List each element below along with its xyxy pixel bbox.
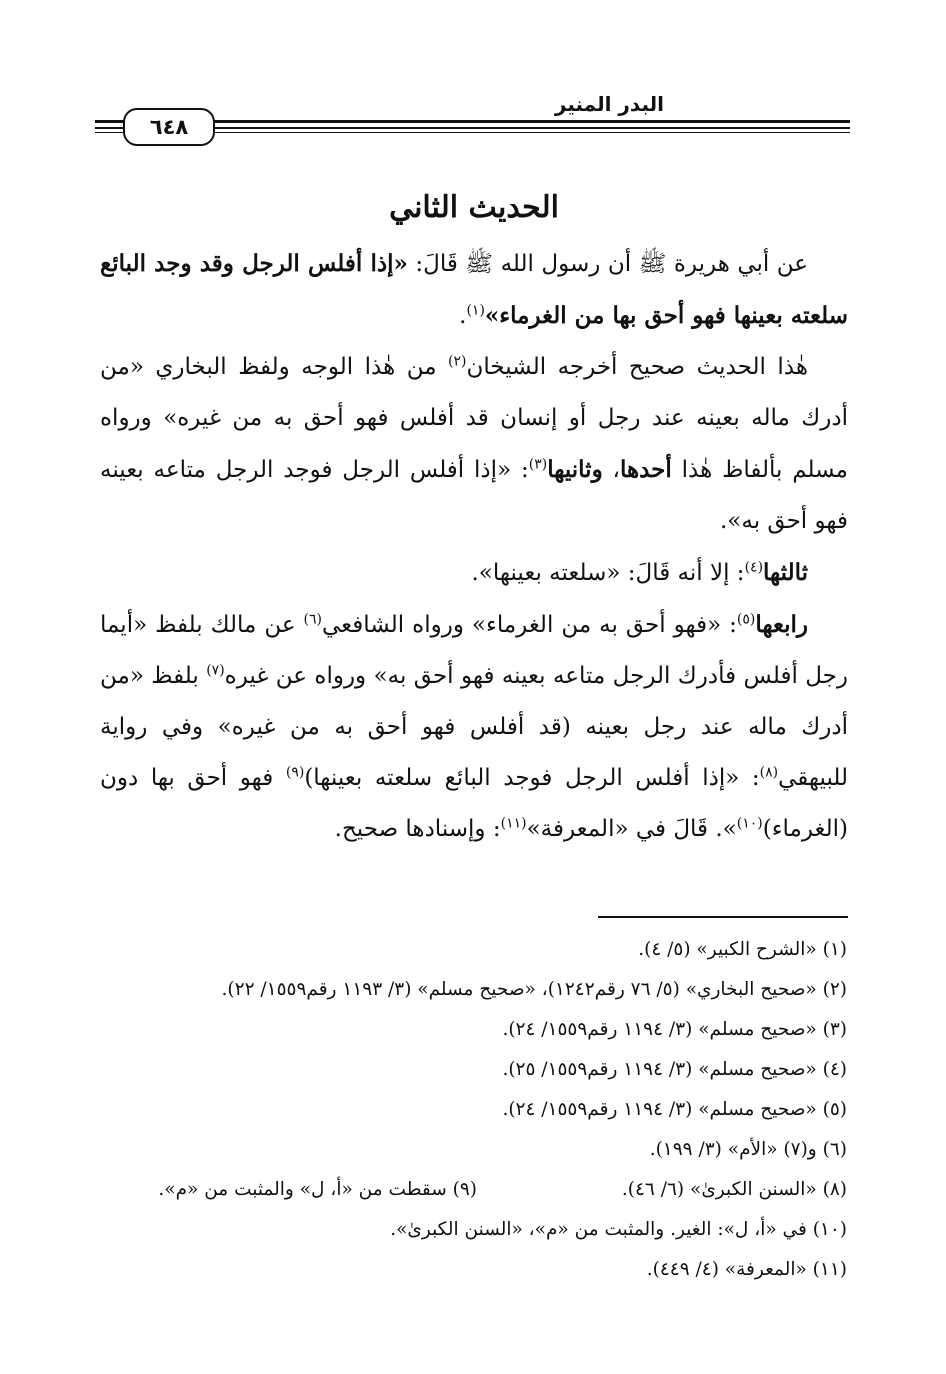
- footnote-row: [95, 1170, 847, 1210]
- section-title: الحديث الثاني: [389, 190, 559, 225]
- footnote-ref: (١): [466, 302, 485, 319]
- footnote-separator: [598, 916, 848, 918]
- footnote: (٨) «السنن الكبرىٰ» (٦/ ٤٦).: [621, 1179, 847, 1200]
- footnote: (٣) «صحيح مسلم» (٣/ ١١٩٤ رقم١٥٥٩/ ٢٤).: [502, 1019, 847, 1040]
- footnote-ref: (١١): [500, 815, 527, 832]
- footnote-ref: (١٠): [736, 815, 763, 832]
- footnote: (٩) سقطت من «أ، ل» والمثبت من «م».: [158, 1179, 477, 1200]
- footnote-ref: (٣): [528, 456, 548, 473]
- footnote-ref: (٢): [448, 353, 467, 370]
- text-bold: رابعها: [755, 611, 808, 638]
- footnote: (٥) «صحيح مسلم» (٣/ ١١٩٤ رقم١٥٥٩/ ٢٤).: [502, 1099, 847, 1120]
- text-run: : إلا أنه قَالَ: «سلعته بعينها».: [471, 560, 745, 586]
- main-text: [100, 180, 848, 855]
- footnote-ref: (٤): [744, 559, 764, 576]
- paragraph-fourth: [100, 599, 848, 855]
- footnote: (١٠) في «أ، ل»: الغير. والمثبت من «م»، «السنن الكبرىٰ».: [390, 1219, 847, 1240]
- text-run: هٰذا الحديث صحيح أخرجه الشيخان: [466, 354, 808, 380]
- footnote: (١١) «المعرفة» (٤/ ٤٤٩).: [646, 1259, 847, 1280]
- paragraph-hadith: [100, 238, 848, 342]
- footnote-ref: (٦): [303, 611, 323, 628]
- header-rule-stub: [95, 120, 123, 123]
- footnote-ref: (٧): [206, 662, 225, 679]
- text-run: .: [459, 303, 467, 329]
- text-run: : «فهو أحق به من الغرماء» ورواه الشافعي: [322, 612, 737, 638]
- text-run: عن أبي هريرة ﷺ أن رسول الله ﷺ قَالَ:: [407, 251, 808, 277]
- text-run: : وإسنادها صحيح.: [334, 816, 501, 842]
- paragraph-third: [100, 547, 848, 599]
- footnotes: [95, 930, 847, 1290]
- footnote: (٤) «صحيح مسلم» (٣/ ١١٩٤ رقم١٥٥٩/ ٢٥).: [502, 1059, 847, 1080]
- text-run: : «إذا أفلس الرجل فوجد الرجل متاعه بعينه فهو أحق به».: [100, 457, 848, 534]
- text-run: ». قَالَ في «المعرفة»: [526, 816, 737, 842]
- text-run: فهو أحق بها دون (الغرماء): [100, 765, 848, 842]
- text-run: من هٰذا الوجه ولفظ البخاري «من أدرك ماله بعينه عند رجل أو إنسان قد أفلس فهو أحق به من غيره» ورواه مسلم بألفاظ هٰذا: [100, 354, 848, 483]
- text-bold: وثانيها: [547, 456, 603, 483]
- footnote-ref: (٥): [736, 611, 756, 628]
- book-title: البدر المنير: [549, 92, 670, 116]
- text-run: : «إذا أفلس الرجل فوجد البائع سلعته بعينها): [304, 765, 760, 791]
- text-run: بلفظ «من أدرك ماله عند رجل بعينه (قد أفلس فهو أحق به من غيره» وفي رواية للبيهقي: [100, 663, 849, 791]
- footnote: (٢) «صحيح البخاري» (٥/ ٧٦ رقم١٢٤٢)، «صحيح مسلم» (٣/ ١١٩٣ رقم١٥٥٩/ ٢٢).: [221, 979, 847, 1000]
- text-bold: ثالثها: [763, 559, 808, 586]
- text-bold: أحدها: [619, 456, 672, 483]
- footnote: (١) «الشرح الكبير» (٥/ ٤).: [638, 939, 847, 960]
- footnote-ref: (٩): [285, 764, 305, 781]
- footnote-ref: (٨): [759, 764, 779, 781]
- text-run: ،: [602, 457, 620, 483]
- text-run: عن مالك بلفظ «أيما رجل أفلس فأدرك الرجل متاعه بعينه فهو أحق به» ورواه عن غيره: [100, 612, 848, 689]
- page-number: ٦٤٨: [123, 108, 215, 146]
- hadith-quote: «إذا أفلس الرجل وقد وجد البائع سلعته بعينها فهو أحق بها من الغرماء»: [100, 250, 848, 329]
- page-header: [95, 92, 850, 148]
- paragraph-takhrij: [100, 342, 848, 547]
- footnote: (٦) و(٧) «الأم» (٣/ ١٩٩).: [649, 1139, 847, 1160]
